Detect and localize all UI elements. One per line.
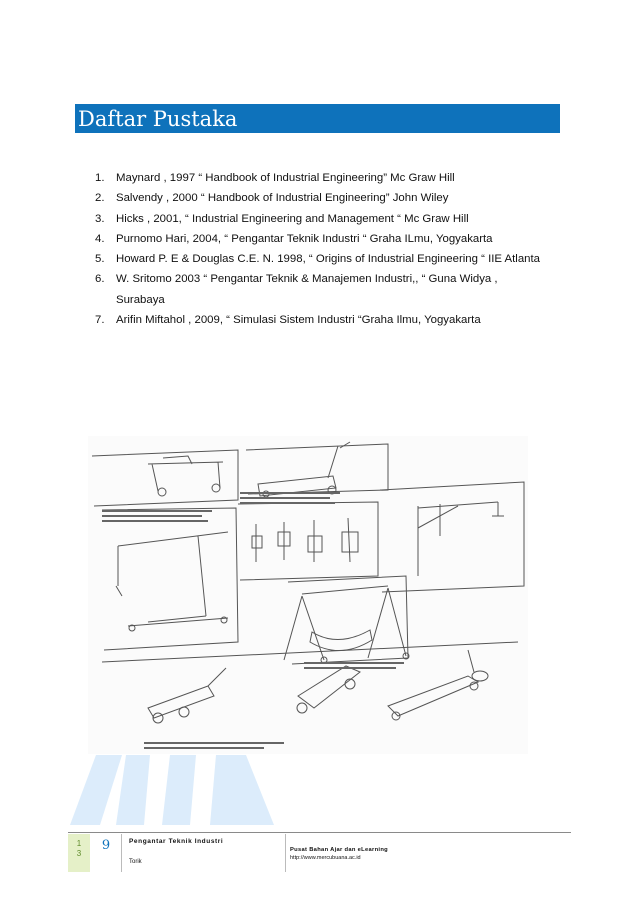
footer-divider [68, 832, 571, 833]
list-item-continuation: Surabaya [116, 293, 165, 306]
list-item: 7. Arifin Miftahol , 2009, “ Simulasi Sistem Industri “Graha Ilmu, Yogyakarta [95, 314, 481, 327]
list-item: 1. Maynard , 1997 “ Handbook of Industrial Engineering” Mc Graw Hill [95, 172, 455, 184]
footer-author: Torik [129, 859, 142, 865]
footer-course-title: Pengantar Teknik Industri [129, 838, 224, 845]
list-item: 6. W. Sritomo 2003 “ Pengantar Teknik & Manajemen Industri,, “ Guna Widya , [95, 273, 498, 286]
footer-module-number: 1 3 [68, 834, 90, 872]
page-number: 9 [101, 838, 111, 853]
list-item: 3. Hicks , 2001, “ Industrial Engineering and Management “ Mc Graw Hill [95, 212, 469, 225]
watermark-shape [70, 755, 280, 825]
footer-separator [121, 834, 122, 872]
list-item: 5. Howard P. E & Douglas C.E. N. 1998, “ Origins of Industrial Engineering “ IIE Atlanta [95, 253, 540, 266]
footer-url: http://www.mercubuana.ac.id [290, 855, 361, 861]
list-item: 4. Purnomo Hari, 2004, “ Pengantar Teknik Industri “ Graha ILmu, Yogyakarta [95, 232, 493, 245]
footer-institution: Pusat Bahan Ajar dan eLearning [290, 847, 389, 853]
list-item: 2. Salvendy , 2000 “ Handbook of Industrial Engineering” John Wiley [95, 192, 449, 205]
watermark-logo [70, 755, 280, 825]
page-title: Daftar Pustaka [75, 104, 560, 133]
scanned-figure-image [88, 436, 528, 754]
material-handling-equipment-illustration [88, 436, 528, 754]
reference-list [95, 168, 565, 330]
footer-separator [285, 834, 286, 872]
